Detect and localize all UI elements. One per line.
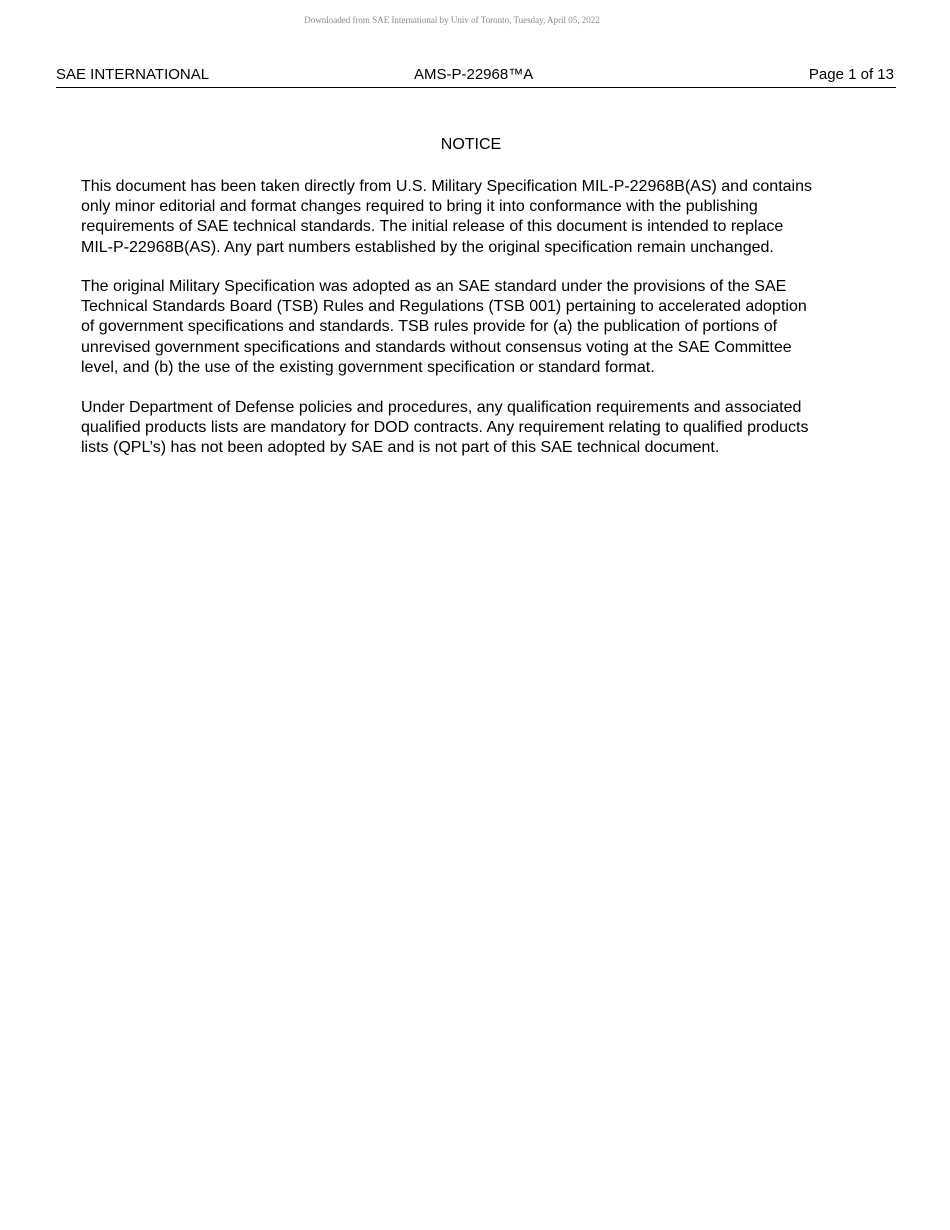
paragraph-line: requirements of SAE technical standards. The initial release of this document is intended to replace <box>81 218 784 236</box>
download-watermark: Downloaded from SAE International by Univ of Toronto, Tuesday, April 05, 2022 <box>304 15 600 25</box>
paragraph-line: MIL-P-22968B(AS). Any part numbers established by the original specification remain unchanged. <box>81 238 774 256</box>
paragraph-line: unrevised government specifications and standards without consensus voting at the SAE Committee <box>81 338 792 356</box>
paragraph-line: Under Department of Defense policies and procedures, any qualification requirements and associated <box>81 399 802 416</box>
paragraph-line: lists (QPL’s) has not been adopted by SAE and is not part of this SAE technical document. <box>81 439 720 457</box>
notice-paragraph-1 <box>81 177 881 258</box>
notice-paragraph-3 <box>81 398 881 459</box>
page-header <box>56 66 896 88</box>
paragraph-line: only minor editorial and format changes required to bring it into conformance with the publishing <box>81 198 758 216</box>
notice-title: NOTICE <box>440 136 502 153</box>
header-page-indicator: Page 1 of 13 <box>808 66 894 83</box>
header-organization: SAE INTERNATIONAL <box>56 66 210 83</box>
paragraph-line: The original Military Specification was adopted as an SAE standard under the provisions of the SAE <box>81 278 787 295</box>
paragraph-line: Technical Standards Board (TSB) Rules and Regulations (TSB 001) pertaining to accelerated adoption <box>81 298 807 316</box>
paragraph-line: level, and (b) the use of the existing government specification or standard format. <box>81 358 655 376</box>
paragraph-line: qualified products lists are mandatory for DOD contracts. Any requirement relating to qualified products <box>81 419 809 437</box>
header-document-number: AMS-P-22968™A <box>414 66 534 83</box>
notice-paragraph-2 <box>81 277 881 378</box>
paragraph-line: This document has been taken directly from U.S. Military Specification MIL-P-22968B(AS) and contains <box>81 178 812 195</box>
paragraph-line: of government specifications and standards. TSB rules provide for (a) the publication of portions of <box>81 318 778 336</box>
